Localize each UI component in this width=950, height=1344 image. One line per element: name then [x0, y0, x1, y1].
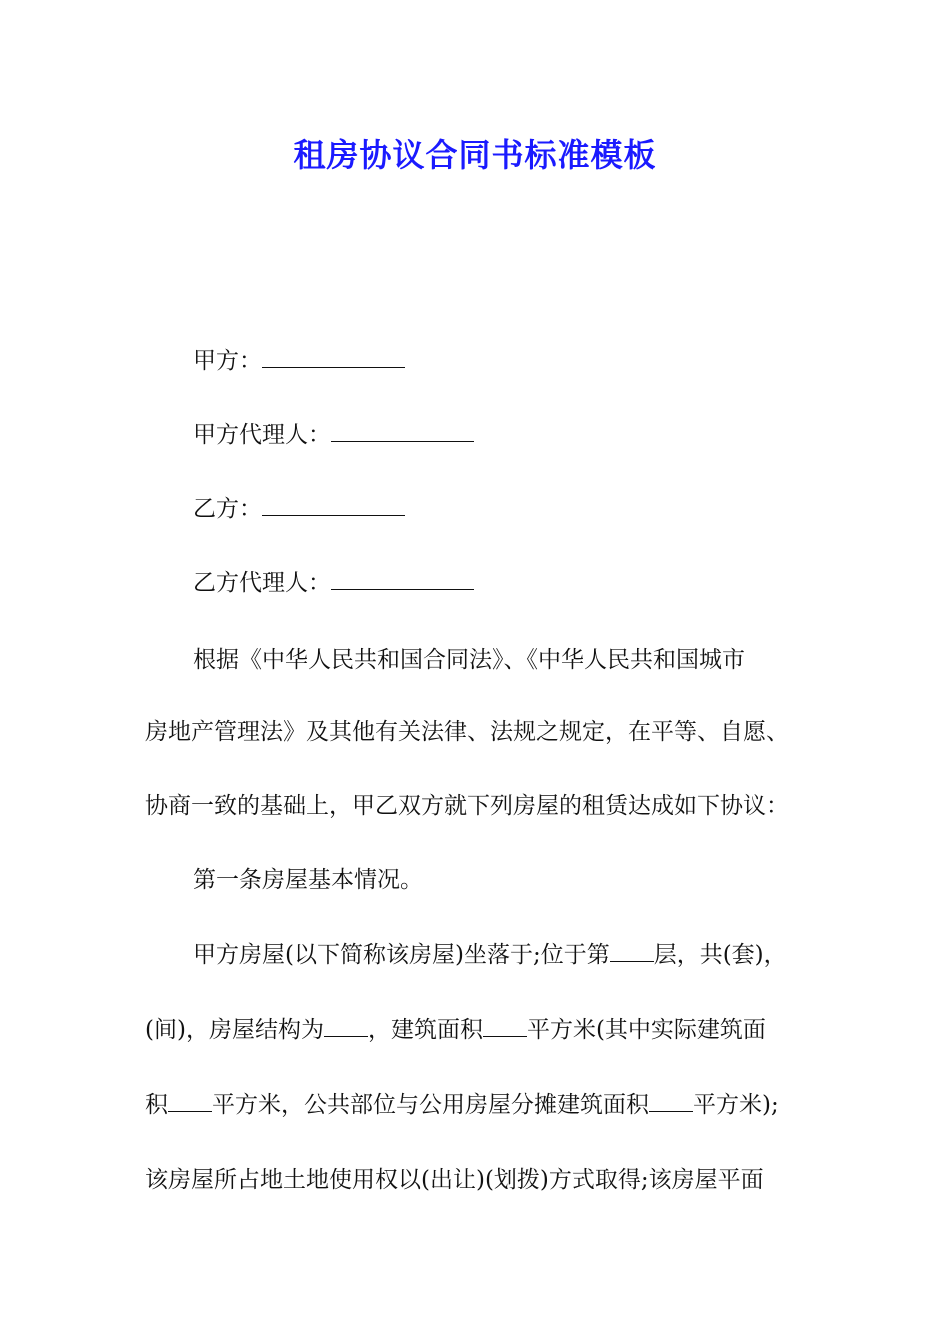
- article-1-text: 平方米，公共部位与公用房屋分摊建筑面积: [212, 1092, 649, 1118]
- actual-area-blank[interactable]: [168, 1091, 212, 1112]
- party-b-agent-blank[interactable]: [331, 569, 474, 590]
- article-1-text: 甲方房屋(以下简称该房屋)坐落于;位于第: [193, 942, 610, 968]
- party-b-agent-label: 乙方代理人：: [193, 570, 331, 596]
- document-title: 租房协议合同书标准模板: [293, 136, 657, 174]
- structure-blank[interactable]: [324, 1016, 368, 1037]
- article-1-line-1: [193, 940, 883, 970]
- party-b-agent-line: [193, 568, 883, 598]
- article-1-line-4: 该房屋所占地土地使用权以(出让)(划拨)方式取得;该房屋平面: [145, 1167, 764, 1193]
- intro-line-1: 根据《中华人民共和国合同法》、《中华人民共和国城市: [193, 647, 745, 673]
- article-1-text: 平方米(其中实际建筑面: [526, 1017, 766, 1043]
- party-a-label: 甲方：: [193, 348, 262, 374]
- party-a-line: [193, 346, 883, 376]
- party-a-blank[interactable]: [262, 347, 405, 368]
- shared-area-blank[interactable]: [649, 1091, 693, 1112]
- building-area-blank[interactable]: [483, 1016, 527, 1037]
- floor-blank[interactable]: [610, 941, 654, 962]
- party-b-blank[interactable]: [262, 495, 405, 516]
- party-b-label: 乙方：: [193, 496, 262, 522]
- party-a-agent-label: 甲方代理人：: [193, 422, 331, 448]
- party-a-agent-line: [193, 420, 883, 450]
- article-1-text: 层，共(套)，: [653, 942, 787, 968]
- article-1-line-3: [145, 1090, 835, 1120]
- article-1-text: (间)，房屋结构为: [145, 1017, 324, 1043]
- article-1-text: ，建筑面积: [367, 1017, 483, 1043]
- party-a-agent-blank[interactable]: [331, 421, 474, 442]
- intro-line-3: 协商一致的基础上，甲乙双方就下列房屋的租赁达成如下协议：: [145, 793, 789, 819]
- article-1-heading: 第一条房屋基本情况。: [193, 867, 423, 893]
- party-b-line: [193, 494, 883, 524]
- intro-line-2: 房地产管理法》及其他有关法律、法规之规定，在平等、自愿、: [145, 719, 789, 745]
- article-1-text: 积: [145, 1092, 168, 1118]
- article-1-line-2: [145, 1015, 835, 1045]
- article-1-text: 平方米);: [693, 1092, 779, 1118]
